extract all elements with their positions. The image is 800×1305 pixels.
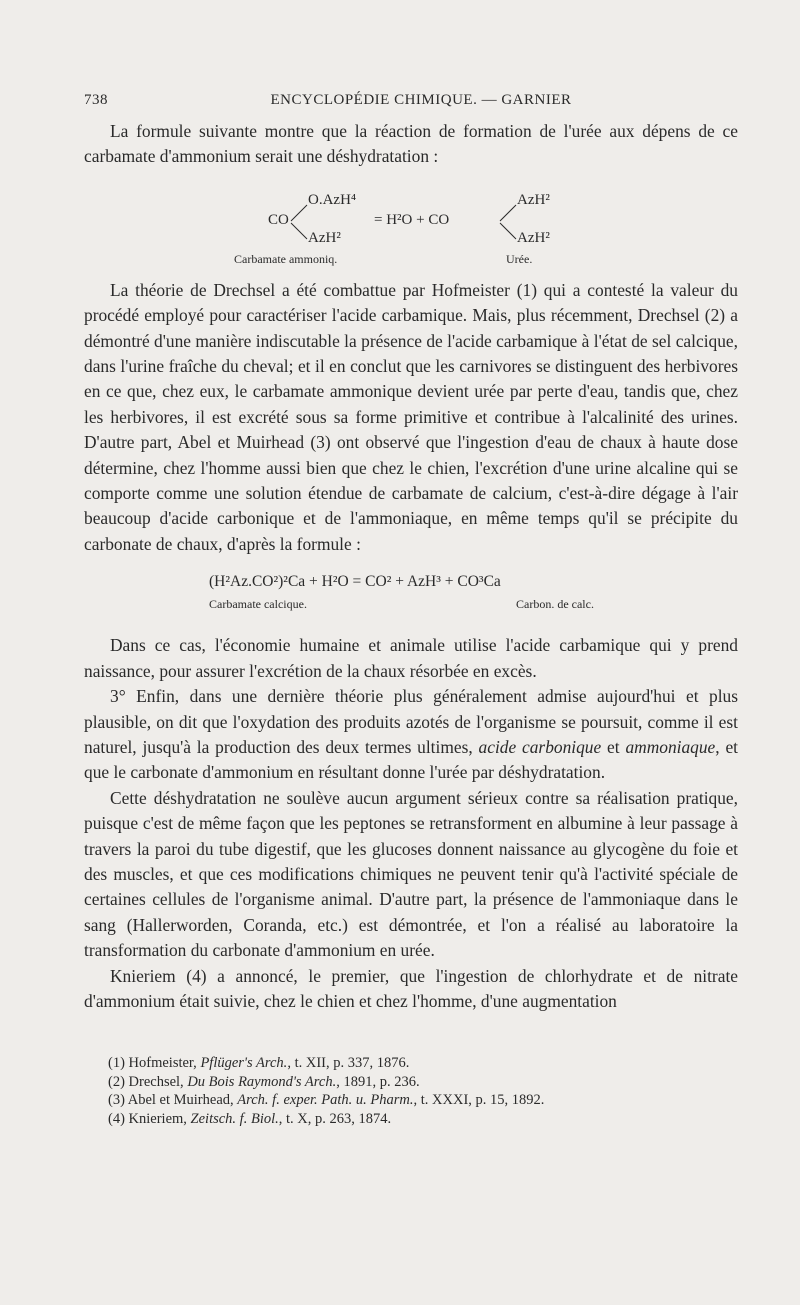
- formula2-equation: (H²Az.CO²)²Ca + H²O = CO² + AzH³ + CO³Ca: [209, 573, 501, 591]
- footnote-4: (4) Knieriem, Zeitsch. f. Biol., t. X, p. 263, 1874.: [108, 1110, 392, 1127]
- footnote-2: (2) Drechsel, Du Bois Raymond's Arch., 1891, p. 236.: [108, 1073, 420, 1090]
- formula-left-top: O.AzH⁴: [308, 191, 357, 208]
- calcium-carbamate-formula: [84, 569, 738, 615]
- paragraph-drechsel: La théorie de Drechsel a été combattue par Hofmeister (1) qui a contesté la valeur du procédé employé pour caractériser l'acide carbamique. Mais, plus récemment, Drechsel (2) a démontré d'une manière indiscutable la présence de l'acide carbamique à l'état de sel calcique, dans l'urine fraîche du cheval; et il en conclut que les carnivores se distinguent des herbivores en ce que, chez eux, le carbamate ammonique devient urée par perte d'eau, tandis que, chez les herbivores, il est excrété sous sa forme primitive et contribue à l'alcalinité des urines. D'autre part, Abel et Muirhead (3) ont observé que l'ingestion d'eau de chaux à haute dose détermine, chez l'homme aussi bien que chez le chien, l'excrétion d'une urine alcaline qui se comporte comme une solution étendue de carbamate de calcium, c'est-à-dire dégage à l'air beaucoup d'acide carbonique et de l'ammoniaque, en même temps qu'il se précipite du carbonate de chaux, d'après la formule :: [84, 279, 738, 554]
- page-number: 738: [84, 92, 108, 108]
- formula-left-bottom: AzH²: [308, 229, 341, 246]
- paragraph-knieriem: Knieriem (4) a annoncé, le premier, que l'ingestion de chlorhydrate et de nitrate d'ammonium était suivie, chez le chien et chez l'homme, d'une augmentation: [84, 965, 738, 1011]
- paragraph-theorie-3: 3° Enfin, dans une dernière théorie plus généralement admise aujourd'hui et plus plausible, on dit que l'oxydation des produits azotés de l'organisme se poursuit, comme il est naturel, jusqu'à la production des deux termes ultimes, acide carbonique et ammoniaque, et que le carbonate d'ammonium en résultant donne l'urée par déshydratation.: [84, 686, 739, 783]
- italic-ammoniaque: ammoniaque: [625, 736, 716, 757]
- italic-acide-carbonique: acide carbonique: [478, 736, 602, 757]
- paragraph-deshydratation: Cette déshydratation ne soulève aucun argument sérieux contre sa réalisation pratique, puisque c'est de même façon que les peptones se retransforment en albumine à leur passage à travers la paroi du tube digestif, que les glucoses donnent naissance au glycogène du foie et des muscles, et que ces modifications chimiques ne peuvent tenir qu'à l'activité spéciale de certaines cellules de l'organisme animal. D'autre part, la présence de l'ammoniaque dans le sang (Hallerworden, Coranda, etc.) est démontrée, et l'on a réalisé au laboratoire la transformation du carbonate d'ammonium en urée.: [84, 787, 738, 961]
- page-header: [84, 92, 738, 109]
- left-bracket-lines: [289, 202, 309, 242]
- running-title: ENCYCLOPÉDIE CHIMIQUE. — GARNIER: [270, 92, 572, 108]
- footnote-3: (3) Abel et Muirhead, Arch. f. exper. Path. u. Pharm., t. XXXI, p. 15, 1892.: [108, 1092, 545, 1109]
- footnote-1: (1) Hofmeister, Pflüger's Arch., t. XII, p. 337, 1876.: [108, 1055, 410, 1072]
- urea-formation-formula: [84, 184, 738, 270]
- caption-uree: Urée.: [506, 251, 533, 266]
- formula-middle: = H²O + CO: [374, 211, 450, 228]
- formula-right-bottom: AzH²: [517, 229, 550, 246]
- right-bracket-lines: [498, 202, 518, 242]
- formula-left-co: CO: [268, 211, 289, 228]
- caption-carbamate: Carbamate ammoniq.: [234, 251, 338, 266]
- caption-carbonate-calc: Carbon. de calc.: [516, 597, 594, 612]
- caption-carbamate-calcique: Carbamate calcique.: [209, 597, 307, 612]
- paragraph-economie: Dans ce cas, l'économie humaine et animale utilise l'acide carbamique qui y prend naissance, pour assurer l'excrétion de la chaux résorbée en excès.: [84, 635, 738, 681]
- footnotes: [84, 1054, 738, 1128]
- formula-right-top: AzH²: [517, 191, 550, 208]
- intro-paragraph: La formule suivante montre que la réaction de formation de l'urée aux dépens de ce carbamate d'ammonium serait une déshydratation :: [84, 121, 738, 167]
